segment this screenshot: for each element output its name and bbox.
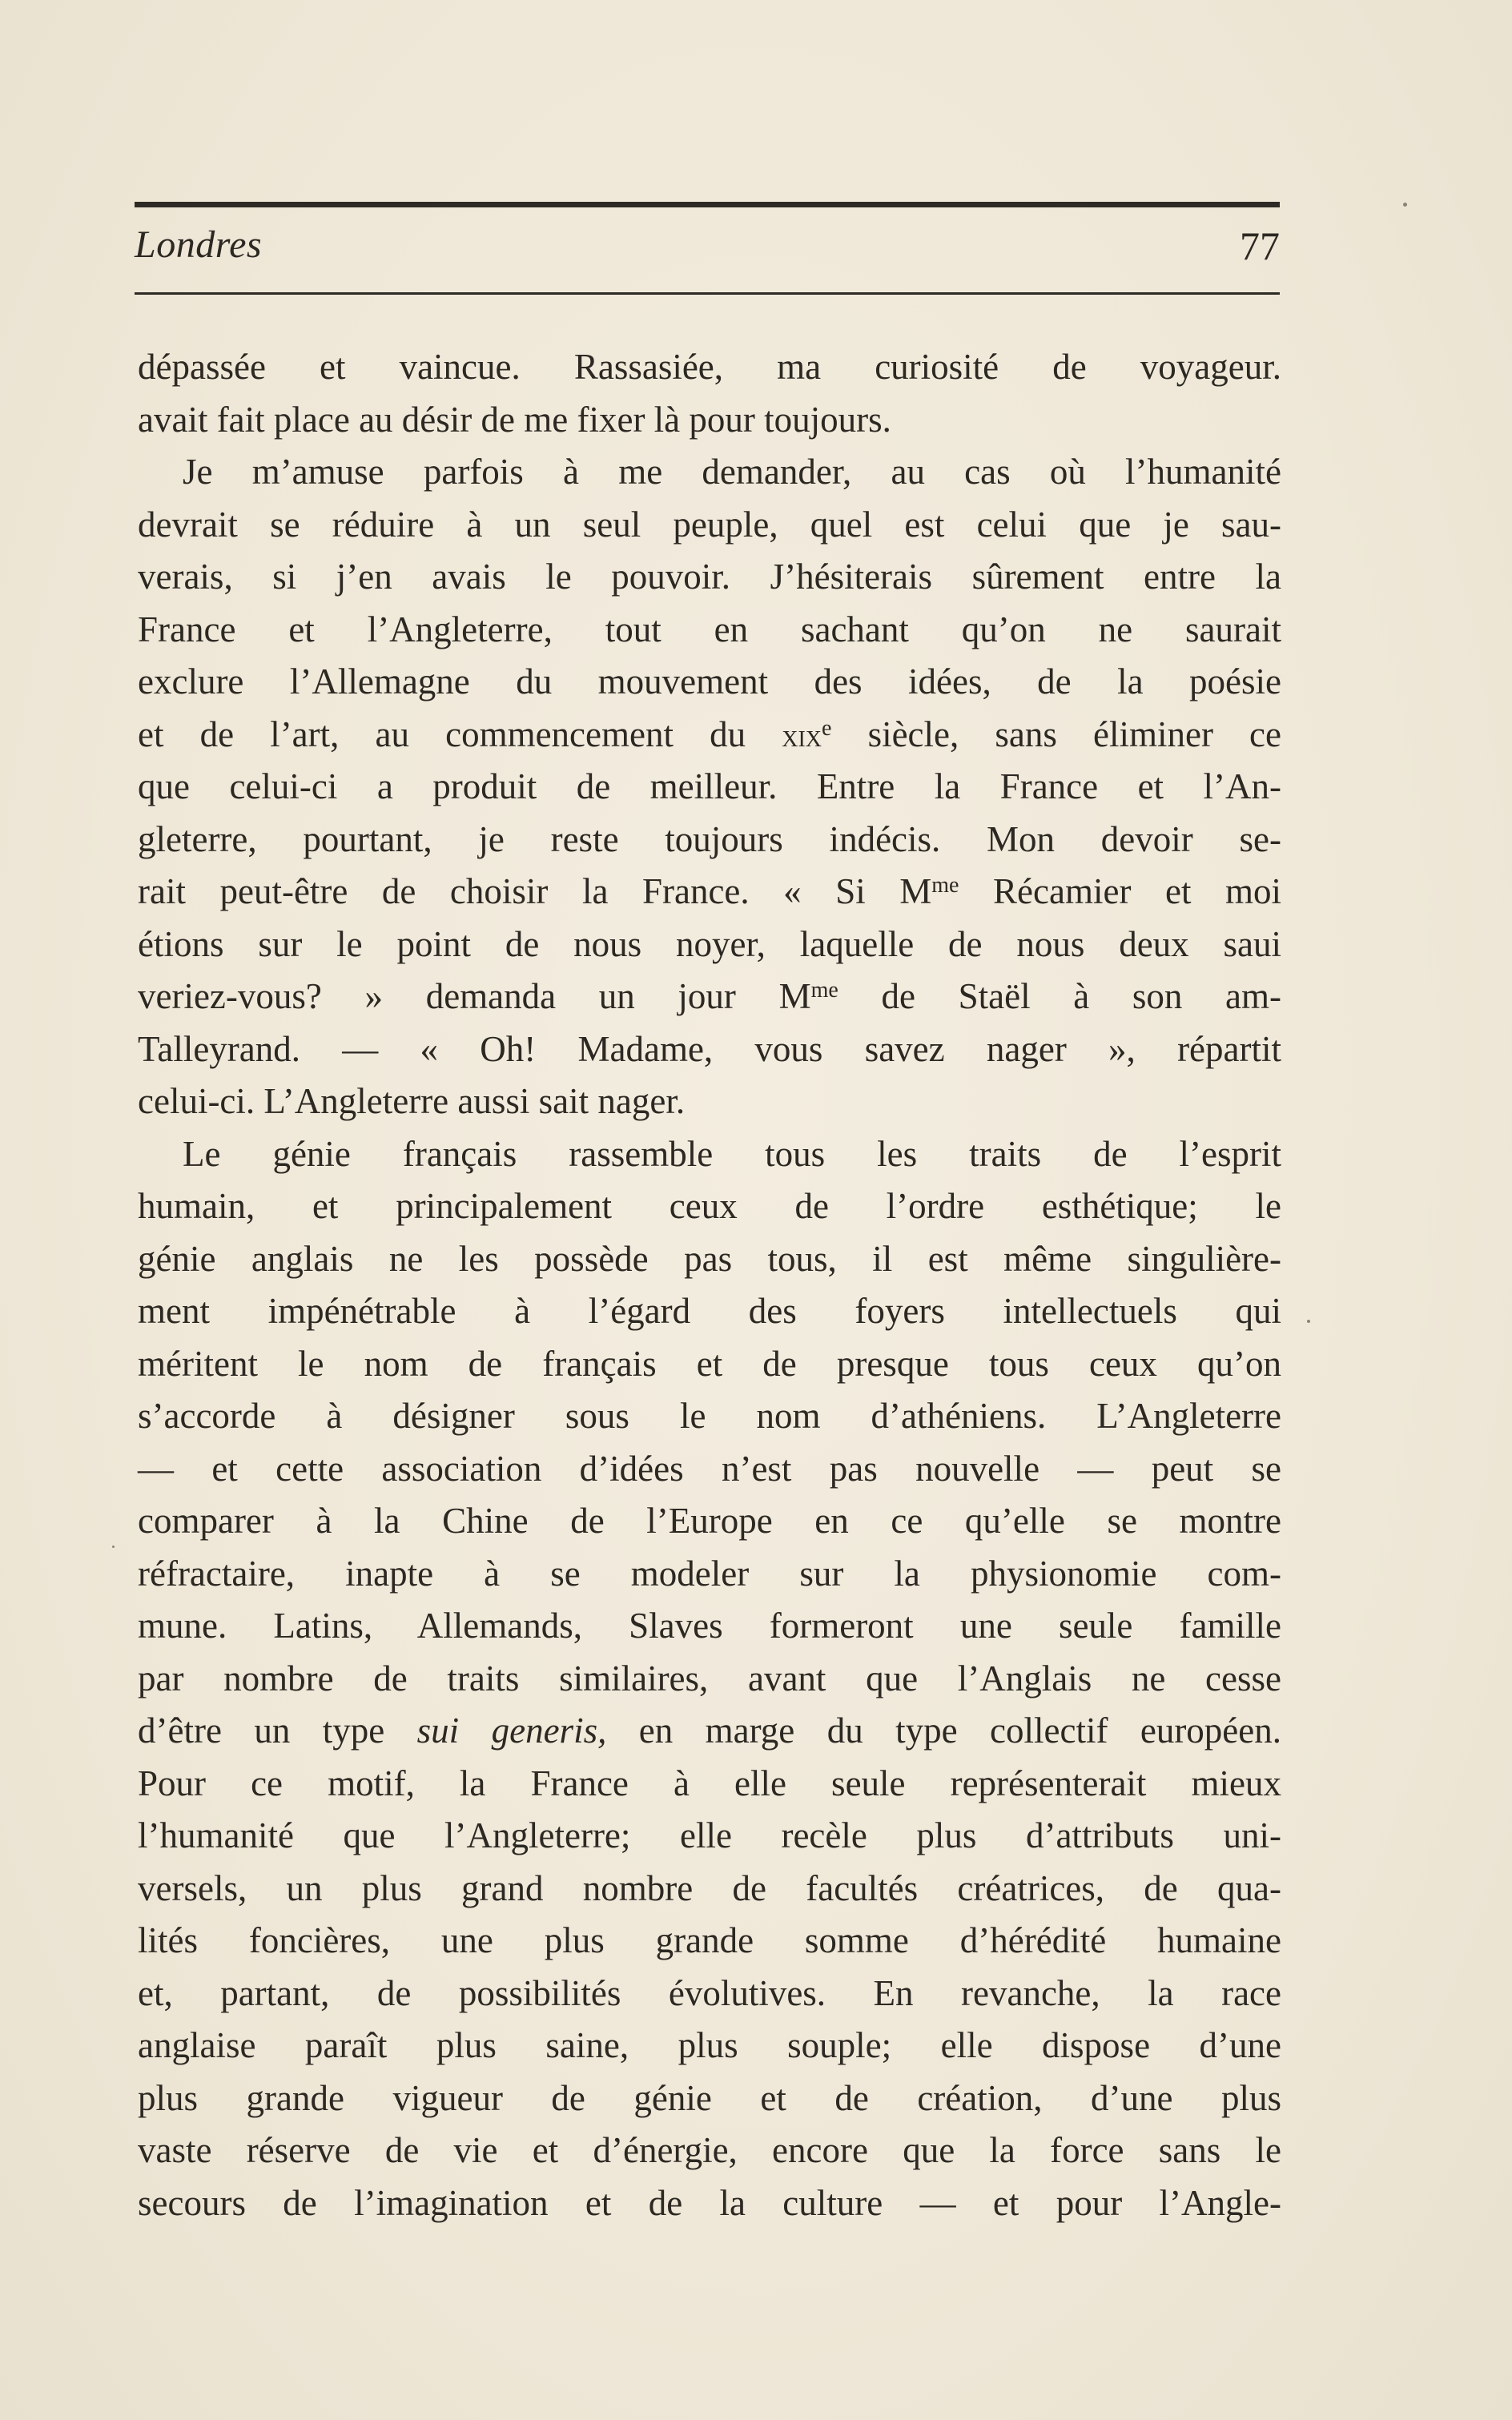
page-header: [135, 223, 1280, 287]
text-line: avait fait place au désir de me fixer là pour toujours.: [138, 399, 891, 440]
text-line: l’humanité que l’Angleterre; elle recèle plus d’attributs uni-: [138, 1815, 1281, 1855]
superscript: me: [931, 873, 959, 898]
text-line: [138, 866, 1281, 919]
text-line: devrait se réduire à un seul peuple, quel est celui que je sau-: [138, 504, 1281, 545]
text-line: dépassée et vaincue. Rassasiée, ma curiosité de voyageur.: [138, 347, 1281, 387]
text-line: vaste réserve de vie et d’énergie, encore que la force sans le: [138, 2130, 1281, 2170]
text-fragment: Récamier et moi: [993, 871, 1281, 911]
text-line: par nombre de traits similaires, avant que l’Anglais ne cesse: [138, 1658, 1281, 1698]
header-top-rule: [135, 202, 1280, 207]
text-line: étions sur le point de nous noyer, laquelle de nous deux saui: [138, 923, 1281, 964]
text-line: lités foncières, une plus grande somme d’hérédité humaine: [138, 1920, 1281, 1960]
text-fragment: veriez-vous? » demanda un jour M: [138, 976, 811, 1016]
text-line: anglaise paraît plus saine, plus souple; elle dispose d’une: [138, 2025, 1281, 2065]
text-line: exclure l’Allemagne du mouvement des idées, de la poésie: [138, 661, 1281, 701]
paragraph-start-line: Je m’amuse parfois à me demander, au cas où l’humanité: [183, 452, 1281, 492]
text-line: s’accorde à désigner sous le nom d’athéniens. L’Angleterre: [138, 1396, 1281, 1436]
text-line: plus grande vigueur de génie et de création, d’une plus: [138, 2077, 1281, 2118]
paper-speck: [1307, 1320, 1310, 1323]
page-number: 77: [1240, 223, 1280, 268]
text-fragment: siècle, sans éliminer ce: [867, 714, 1281, 754]
text-fragment: de Staël à son am-: [881, 976, 1281, 1016]
text-line: versels, un plus grand nombre de facultés créatrices, de qua-: [138, 1867, 1281, 1908]
text-fragment: en marge du type collectif européen.: [638, 1710, 1282, 1751]
text-line: France et l’Angleterre, tout en sachant qu’on ne saurait: [138, 609, 1281, 649]
text-line: Pour ce motif, la France à elle seule représenterait mieux: [138, 1763, 1281, 1803]
text-line: humain, et principalement ceux de l’ordre esthétique; le: [138, 1186, 1281, 1226]
paragraph-start-line: Le génie français rassemble tous les traits de l’esprit: [183, 1133, 1281, 1174]
superscript: me: [810, 978, 838, 1003]
text-line: [138, 971, 1281, 1023]
paper-speck: [1403, 203, 1407, 207]
text-line: génie anglais ne les possède pas tous, il est même singulière-: [138, 1238, 1281, 1279]
paper-speck: [112, 1546, 115, 1548]
text-line: verais, si j’en avais le pouvoir. J’hésiterais sûrement entre la: [138, 557, 1281, 597]
text-line: celui-ci. L’Angleterre aussi sait nager.: [138, 1081, 686, 1121]
text-line: méritent le nom de français et de presque tous ceux qu’on: [138, 1343, 1281, 1384]
italic-phrase: sui generis,: [416, 1710, 607, 1751]
text-line: et, partant, de possibilités évolutives. En revanche, la race: [138, 1972, 1281, 2013]
text-line: ment impénétrable à l’égard des foyers intellectuels qui: [138, 1291, 1281, 1331]
text-line: réfractaire, inapte à se modeler sur la physionomie com-: [138, 1553, 1281, 1594]
text-line: mune. Latins, Allemands, Slaves formeront une seule famille: [138, 1606, 1281, 1646]
text-line: que celui-ci a produit de meilleur. Entre la France et l’An-: [138, 766, 1281, 806]
body-text: [138, 341, 1281, 2229]
text-line: Talleyrand. — « Oh! Madame, vous savez nager », répartit: [138, 1028, 1281, 1069]
text-line: [138, 709, 1281, 762]
header-bottom-rule: [135, 292, 1280, 295]
superscript: e: [822, 715, 832, 741]
text-fragment: et de l’art, au commencement du: [138, 714, 746, 754]
running-head: Londres: [135, 223, 263, 266]
century-numeral: xix: [782, 717, 822, 754]
text-line: gleterre, pourtant, je reste toujours indécis. Mon devoir se-: [138, 818, 1281, 859]
text-line: secours de l’imagination et de la culture — et pour l’Angle-: [138, 2182, 1281, 2223]
text-line: comparer à la Chine de l’Europe en ce qu’elle se montre: [138, 1501, 1281, 1541]
text-fragment: d’être un type: [138, 1710, 385, 1751]
text-line: — et cette association d’idées n’est pas nouvelle — peut se: [138, 1448, 1281, 1489]
text-line: [138, 1705, 1281, 1758]
text-fragment: rait peut-être de choisir la France. « Si M: [138, 871, 932, 911]
